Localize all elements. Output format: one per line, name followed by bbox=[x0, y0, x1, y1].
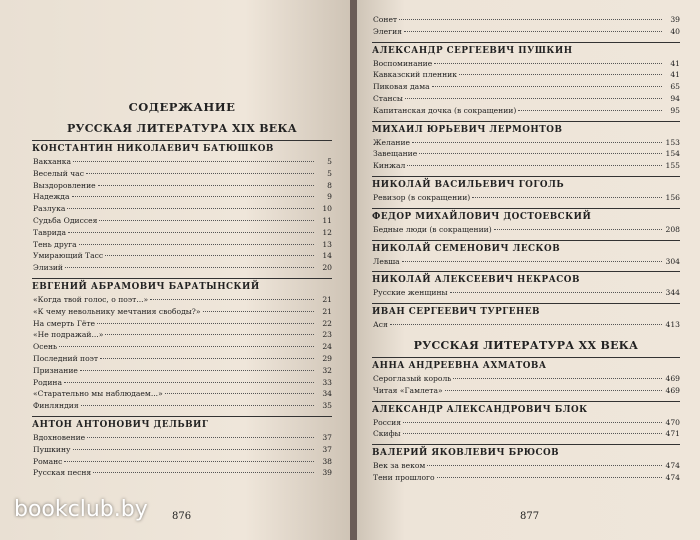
watermark-logo: bookclub.by bbox=[14, 497, 148, 522]
dot-leader bbox=[105, 334, 314, 335]
entry-title: Стансы bbox=[373, 93, 403, 103]
entry-page: 5 bbox=[327, 168, 332, 178]
dot-leader bbox=[427, 465, 662, 466]
dot-leader bbox=[72, 196, 314, 197]
page-number-right: 877 bbox=[520, 511, 540, 522]
dot-leader bbox=[203, 311, 314, 312]
toc-entry bbox=[372, 26, 680, 38]
right-page bbox=[357, 0, 700, 540]
author-separator bbox=[372, 271, 680, 272]
author-name: АЛЕКСАНДР АЛЕКСАНДРОВИЧ БЛОК bbox=[372, 404, 588, 415]
entry-page: 156 bbox=[665, 192, 680, 202]
author-separator bbox=[372, 357, 680, 358]
toc-entry bbox=[32, 388, 332, 400]
toc-heading: СОДЕРЖАНИЕ bbox=[128, 100, 236, 114]
entry-title: Осень bbox=[33, 342, 58, 352]
toc-entry bbox=[372, 385, 680, 397]
toc-entry bbox=[32, 456, 332, 468]
entry-page: 22 bbox=[322, 318, 332, 328]
entry-page: 344 bbox=[665, 288, 680, 298]
author-separator bbox=[372, 444, 680, 445]
entry-page: 469 bbox=[665, 373, 680, 383]
toc-entry bbox=[32, 239, 332, 251]
top-entries bbox=[372, 14, 680, 38]
entry-page: 20 bbox=[322, 263, 332, 273]
toc-entry bbox=[32, 168, 332, 180]
entry-page: 470 bbox=[665, 417, 680, 427]
entry-page: 13 bbox=[322, 239, 332, 249]
entry-title: «К чему невольнику мечтания свободы?» bbox=[33, 306, 201, 316]
entry-title: Судьба Одиссея bbox=[33, 215, 98, 225]
toc-entry bbox=[372, 58, 680, 70]
toc-entry bbox=[32, 377, 332, 389]
entry-page: 8 bbox=[327, 180, 332, 190]
toc-entry bbox=[32, 365, 332, 377]
entry-page: 35 bbox=[322, 401, 332, 411]
entry-page: 40 bbox=[670, 26, 680, 36]
toc-entry bbox=[372, 256, 680, 268]
section-title-xix: РУССКАЯ ЛИТЕРАТУРА XIX ВЕКА bbox=[66, 122, 298, 135]
entry-page: 10 bbox=[322, 204, 332, 214]
toc-entry bbox=[32, 180, 332, 192]
dot-leader bbox=[407, 165, 662, 166]
toc-entry bbox=[32, 353, 332, 365]
entry-title: Кинжал bbox=[373, 161, 406, 171]
toc-entry bbox=[372, 472, 680, 484]
left-author-list bbox=[32, 140, 332, 479]
author-separator bbox=[32, 416, 332, 417]
toc-entry bbox=[372, 319, 680, 331]
entry-page: 474 bbox=[665, 472, 680, 482]
entry-page: 41 bbox=[670, 58, 680, 68]
entry-page: 38 bbox=[322, 456, 332, 466]
dot-leader bbox=[412, 142, 662, 143]
entry-title: Признание bbox=[33, 365, 78, 375]
entry-page: 5 bbox=[327, 157, 332, 166]
entry-title: Скифы bbox=[373, 429, 401, 439]
toc-entry bbox=[32, 294, 332, 306]
toc-entry bbox=[372, 14, 680, 26]
entry-page: 11 bbox=[322, 215, 332, 225]
author-name: АННА АНДРЕЕВНА АХМАТОВА bbox=[372, 360, 547, 371]
author-separator bbox=[372, 208, 680, 209]
right-toc-column bbox=[372, 14, 680, 484]
dot-leader bbox=[403, 433, 662, 434]
author-name: МИХАИЛ ЮРЬЕВИЧ ЛЕРМОНТОВ bbox=[372, 124, 563, 135]
dot-leader bbox=[80, 370, 314, 371]
entry-title: Ася bbox=[373, 320, 388, 330]
entry-page: 29 bbox=[322, 353, 332, 363]
entry-title: Элегия bbox=[373, 26, 402, 36]
entry-page: 155 bbox=[665, 161, 680, 171]
dot-leader bbox=[165, 393, 314, 394]
toc-entry bbox=[372, 137, 680, 149]
toc-entry bbox=[32, 262, 332, 274]
entry-page: 32 bbox=[322, 365, 332, 375]
entry-title: Желание bbox=[373, 137, 410, 147]
entry-title: Воспоминание bbox=[373, 58, 433, 68]
book-gutter bbox=[350, 0, 357, 540]
dot-leader bbox=[86, 173, 314, 174]
toc-entry bbox=[372, 428, 680, 440]
toc-entry bbox=[372, 148, 680, 160]
dot-leader bbox=[432, 86, 662, 87]
entry-title: Разлука bbox=[33, 204, 66, 214]
author-name: КОНСТАНТИН НИКОЛАЕВИЧ БАТЮШКОВ bbox=[32, 144, 274, 154]
entry-title: Выздоровление bbox=[33, 180, 96, 190]
dot-leader bbox=[105, 255, 314, 256]
toc-entry bbox=[32, 203, 332, 215]
left-toc-column bbox=[32, 100, 332, 479]
author-name: НИКОЛАЙ ВАСИЛЬЕВИЧ ГОГОЛЬ bbox=[372, 179, 565, 190]
entry-title: Русская песня bbox=[33, 468, 92, 478]
toc-entry bbox=[372, 160, 680, 172]
entry-title: Романс bbox=[33, 456, 63, 466]
author-separator bbox=[372, 176, 680, 177]
entry-page: 33 bbox=[322, 377, 332, 387]
entry-title: Век за веком bbox=[373, 461, 426, 471]
dot-leader bbox=[65, 267, 314, 268]
toc-entry bbox=[372, 105, 680, 117]
author-separator bbox=[372, 401, 680, 402]
entry-page: 41 bbox=[670, 70, 680, 80]
dot-leader bbox=[93, 472, 314, 473]
entry-page: 154 bbox=[665, 149, 680, 159]
dot-leader bbox=[68, 232, 314, 233]
dot-leader bbox=[67, 208, 314, 209]
entry-page: 23 bbox=[322, 330, 332, 340]
author-separator bbox=[32, 278, 332, 279]
dot-leader bbox=[98, 185, 314, 186]
dot-leader bbox=[59, 346, 314, 347]
author-separator bbox=[32, 140, 332, 141]
entry-title: Таврида bbox=[33, 227, 66, 237]
toc-entry bbox=[32, 318, 332, 330]
entry-page: 37 bbox=[322, 444, 332, 454]
dot-leader bbox=[434, 63, 662, 64]
entry-page: 21 bbox=[322, 294, 332, 304]
section-title-xx: РУССКАЯ ЛИТЕРАТУРА XX ВЕКА bbox=[413, 338, 639, 352]
toc-entry bbox=[372, 417, 680, 429]
author-separator bbox=[372, 303, 680, 304]
dot-leader bbox=[73, 449, 315, 450]
entry-title: Тень друга bbox=[33, 239, 77, 249]
entry-page: 14 bbox=[322, 251, 332, 261]
toc-entry bbox=[372, 69, 680, 81]
section-gap bbox=[372, 331, 680, 339]
dot-leader bbox=[518, 110, 662, 111]
toc-entry bbox=[372, 81, 680, 93]
toc-entry bbox=[32, 156, 332, 168]
toc-entry bbox=[32, 444, 332, 456]
dot-leader bbox=[403, 422, 662, 423]
dot-leader bbox=[453, 378, 662, 379]
entry-title: Надежда bbox=[33, 192, 70, 202]
entry-page: 34 bbox=[322, 389, 332, 399]
author-name: НИКОЛАЙ СЕМЕНОВИЧ ЛЕСКОВ bbox=[372, 243, 561, 254]
author-name: АЛЕКСАНДР СЕРГЕЕВИЧ ПУШКИН bbox=[372, 45, 573, 56]
toc-entry bbox=[32, 467, 332, 479]
entry-page: 208 bbox=[665, 224, 680, 234]
author-separator bbox=[372, 42, 680, 43]
dot-leader bbox=[64, 382, 314, 383]
dot-leader bbox=[404, 31, 662, 32]
toc-entry bbox=[32, 432, 332, 444]
entry-title: Последний поэт bbox=[33, 353, 99, 363]
author-name: ВАЛЕРИЙ ЯКОВЛЕВИЧ БРЮСОВ bbox=[372, 448, 560, 459]
entry-page: 12 bbox=[322, 227, 332, 237]
entry-title: На смерть Гёте bbox=[33, 318, 96, 328]
dot-leader bbox=[64, 461, 314, 462]
entry-page: 469 bbox=[665, 385, 680, 395]
entry-page: 304 bbox=[665, 256, 680, 266]
toc-entry bbox=[32, 227, 332, 239]
toc-entry bbox=[372, 373, 680, 385]
right-author-list-xx bbox=[372, 357, 680, 484]
entry-title: Читая «Гамлета» bbox=[373, 385, 443, 395]
dot-leader bbox=[419, 153, 662, 154]
entry-title: Финляндия bbox=[33, 401, 79, 411]
dot-leader bbox=[437, 477, 662, 478]
toc-entry bbox=[32, 341, 332, 353]
dot-leader bbox=[472, 197, 662, 198]
entry-title: Веселый час bbox=[33, 168, 84, 178]
entry-title: Бедные люди (в сокращении) bbox=[373, 224, 492, 234]
entry-title: Родина bbox=[33, 377, 63, 387]
entry-page: 413 bbox=[665, 320, 680, 330]
entry-page: 153 bbox=[665, 137, 680, 147]
entry-page: 21 bbox=[322, 306, 332, 316]
toc-entry bbox=[372, 287, 680, 299]
entry-title: Россия bbox=[373, 417, 402, 427]
dot-leader bbox=[390, 324, 662, 325]
toc-entry bbox=[32, 400, 332, 412]
entry-title: «Не подражай...» bbox=[33, 330, 104, 340]
entry-title: Пиковая дама bbox=[373, 82, 430, 92]
toc-entry bbox=[372, 93, 680, 105]
entry-title: «Старательно мы наблюдаем...» bbox=[33, 389, 163, 399]
entry-title: Сероглазый король bbox=[373, 373, 452, 383]
entry-page: 39 bbox=[322, 468, 332, 478]
author-separator bbox=[372, 240, 680, 241]
dot-leader bbox=[87, 437, 314, 438]
entry-page: 94 bbox=[670, 93, 680, 103]
entry-page: 474 bbox=[665, 461, 680, 471]
entry-title: Сонет bbox=[373, 15, 398, 24]
toc-entry bbox=[372, 224, 680, 236]
dot-leader bbox=[100, 358, 314, 359]
right-author-list-xix bbox=[372, 42, 680, 331]
toc-entry bbox=[372, 460, 680, 472]
author-name: ЕВГЕНИЙ АБРАМОВИЧ БАРАТЫНСКИЙ bbox=[32, 281, 260, 292]
dot-leader bbox=[445, 390, 662, 391]
dot-leader bbox=[450, 292, 662, 293]
entry-title: Вдохновение bbox=[33, 432, 86, 442]
dot-leader bbox=[459, 74, 662, 75]
entry-page: 37 bbox=[322, 432, 332, 442]
dot-leader bbox=[81, 405, 314, 406]
author-name: ФЕДОР МИХАЙЛОВИЧ ДОСТОЕВСКИЙ bbox=[372, 211, 592, 222]
entry-page: 95 bbox=[670, 105, 680, 115]
dot-leader bbox=[79, 244, 314, 245]
entry-title: Элизий bbox=[33, 263, 63, 273]
entry-title: Кавказский пленник bbox=[373, 70, 457, 80]
entry-page: 39 bbox=[670, 15, 680, 24]
dot-leader bbox=[150, 299, 314, 300]
author-name: НИКОЛАЙ АЛЕКСЕЕВИЧ НЕКРАСОВ bbox=[372, 275, 580, 286]
entry-page: 471 bbox=[665, 429, 680, 439]
entry-title: Вакханка bbox=[33, 157, 71, 166]
entry-title: Левша bbox=[373, 256, 400, 266]
dot-leader bbox=[405, 98, 662, 99]
toc-entry bbox=[32, 329, 332, 341]
entry-title: Пушкину bbox=[33, 444, 71, 454]
entry-title: Умирающий Тасс bbox=[33, 251, 104, 261]
entry-title: Тени прошлого bbox=[373, 472, 435, 482]
dot-leader bbox=[99, 220, 314, 221]
toc-entry bbox=[372, 192, 680, 204]
entry-title: Капитанская дочка (в сокращении) bbox=[373, 105, 517, 115]
entry-title: Ревизор (в сокращении) bbox=[373, 192, 471, 202]
toc-entry bbox=[32, 191, 332, 203]
toc-entry bbox=[32, 306, 332, 318]
entry-page: 9 bbox=[327, 192, 332, 202]
dot-leader bbox=[494, 229, 662, 230]
author-name: АНТОН АНТОНОВИЧ ДЕЛЬВИГ bbox=[32, 419, 209, 430]
toc-entry bbox=[32, 250, 332, 262]
author-name: ИВАН СЕРГЕЕВИЧ ТУРГЕНЕВ bbox=[372, 307, 540, 318]
toc-entry bbox=[32, 215, 332, 227]
dot-leader bbox=[399, 19, 662, 20]
entry-page: 24 bbox=[322, 342, 332, 352]
dot-leader bbox=[97, 323, 314, 324]
entry-title: Завещание bbox=[373, 149, 418, 159]
dot-leader bbox=[73, 161, 314, 162]
entry-page: 65 bbox=[670, 82, 680, 92]
page-number-left: 876 bbox=[172, 511, 192, 522]
dot-leader bbox=[402, 261, 662, 262]
entry-title: Русские женщины bbox=[373, 288, 448, 298]
entry-title: «Когда твой голос, о поэт...» bbox=[33, 294, 149, 304]
author-separator bbox=[372, 121, 680, 122]
